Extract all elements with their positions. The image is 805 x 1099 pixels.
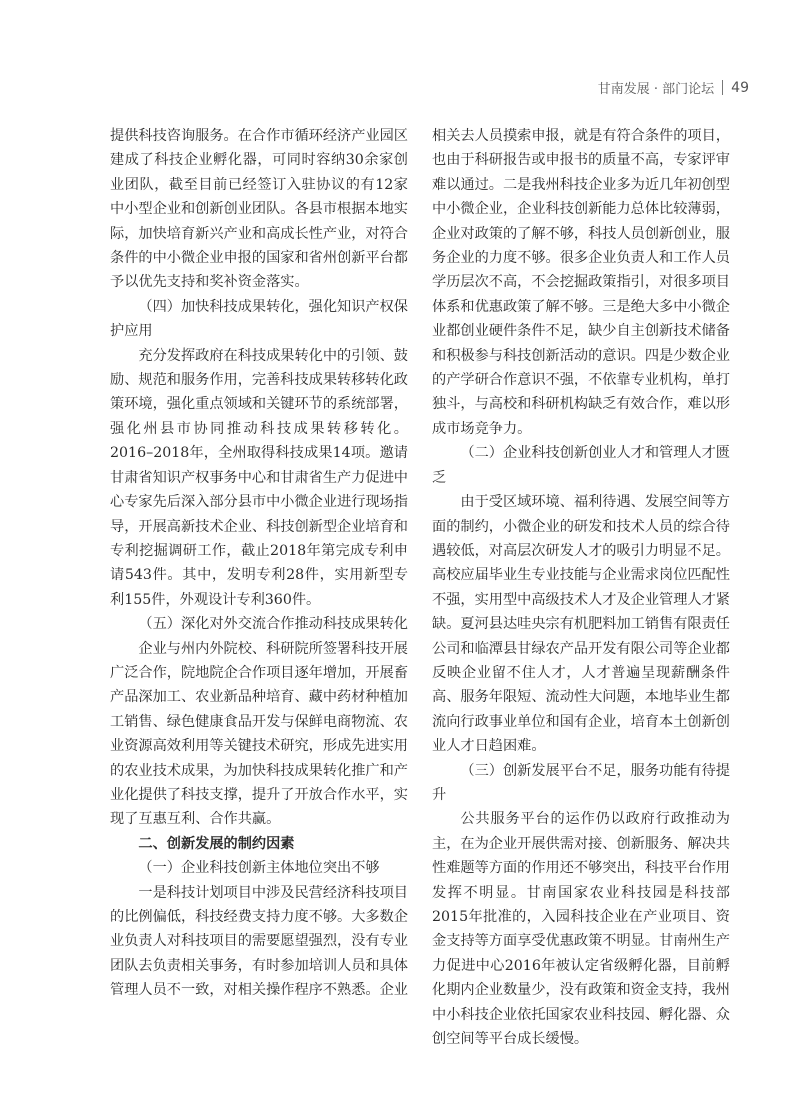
header-section-title: 甘南发展 · 部门论坛 [597,82,715,97]
left-column [110,124,408,1003]
section-heading: 二、创新发展的制约因素 [138,835,295,852]
subsection-heading: （四）加快科技成果转化，强化知识产权保护应用 [110,298,408,340]
paragraph: 公共服务平台的运作仍以政府行政推动为主，在为企业开展供需对接、创新服务、解决共性难题等方面的作用还不够突出，科技平台作用发挥不明显。甘南国家农业科技园是科技部2015年批准的，入园科技企业在产业项目、资金支持等方面享受优惠政策不明显。甘南州生产力促进中心2016年被认定省级孵化器，目前孵化期内企业数量少，没有政策和资金支持，我州中小科技企业依托国家农业科技园、孵化器、众创空间等平台成长缓慢。 [432,811,730,1048]
paragraph: 由于受区域环境、福利待遇、发展空间等方面的制约，小微企业的研发和技术人员的综合待遇较低，对高层次研发人才的吸引力明显不足。高校应届毕业生专业技能与企业需求岗位匹配性不强，实用型中高级技术人才及企业管理人才紧缺。夏河县达哇央宗有机肥料加工销售有限责任公司和临潭县甘绿农产品开发有限公司等企业都反映企业留不住人才，人才普遍呈现薪酬条件高、服务年限短、流动性大问题，本地毕业生都流向行政事业单位和国有企业，培育本土创新创业人才日趋困难。 [432,494,730,755]
paragraph: 企业与州内外院校、科研院所签署科技开展广泛合作，院地院企合作项目逐年增加，开展畜产品深加工、农业新品种培育、藏中药材种植加工销售、绿色健康食品开发与保鲜电商物流、农业资源高效利用等关键技术研究，形成先进实用的农业技术成果，为加快科技成果转化推广和产业化提供了科技支撑，提升了开放合作水平，实现了互惠互利、合作共赢。 [110,640,408,828]
subsection-heading: （二）企业科技创新创业人才和管理人才匮乏 [432,445,730,486]
right-column [432,124,730,1051]
paragraph: 相关去人员摸索申报，就是有符合条件的项目，也由于科研报告或申报书的质量不高，专家评审难以通过。二是我州科技企业多为近几年初创型中小微企业，企业科技创新能力总体比较薄弱，企业对政策的了解不够，科技人员创新创业，服务企业的力度不够。很多企业负责人和工作人员学历层次不高，不会挖掘政策指引，对很多项目体系和优惠政策了解不够。三是绝大多中小微企业都创业硬件条件不足，缺少自主创新技术储备和积极参与科技创新活动的意识。四是少数企业的产学研合作意识不强，不依靠专业机构，单打独斗，与高校和科研机构缺乏有效合作，难以形成市场竞争力。 [432,128,730,437]
subsection-heading: （三）创新发展平台不足，服务功能有待提升 [432,762,730,803]
subsection-heading: （一）企业科技创新主体地位突出不够 [138,860,380,877]
subsection-heading: （五）深化对外交流合作推动科技成果转化 [138,616,408,633]
paragraph: 充分发挥政府在科技成果转化中的引领、鼓励、规范和服务作用，完善科技成果转移转化政策环境，强化重点领域和关键环节的系统部署，强化州县市协同推动科技成果转移转化。2016–2018年，全州取得科技成果14项。邀请甘肃省知识产权事务中心和甘肃省生产力促进中心专家先后深入部分县市中小微企业进行现场指导，开展高新技术企业、科技创新型企业培育和专利挖掘调研工作，截止2018年第完成专利申请543件。其中，发明专利28件，实用新型专利155件，外观设计专利360件。 [110,347,408,608]
header-divider [722,80,723,95]
paragraph: 一是科技计划项目中涉及民营经济科技项目的比例偏低，科技经费支持力度不够。大多数企业负责人对科技项目的需要愿望强烈，没有专业团队去负责相关事务，有时参加培训人员和具体管理人员不一致，对相关操作程序不熟悉。企业 [110,884,408,999]
page-number: 49 [731,79,749,96]
running-header [598,78,749,97]
paragraph: 提供科技咨询服务。在合作市循环经济产业园区建成了科技企业孵化器，可同时容纳30余家创业团队，截至目前已经签订入驻协议的有12家中小型企业和创新创业团队。各县市根据本地实际，加快培育新兴产业和高成长性产业，对符合条件的中小微企业申报的国家和省州创新平台都予以优先支持和奖补资金落实。 [110,128,408,291]
